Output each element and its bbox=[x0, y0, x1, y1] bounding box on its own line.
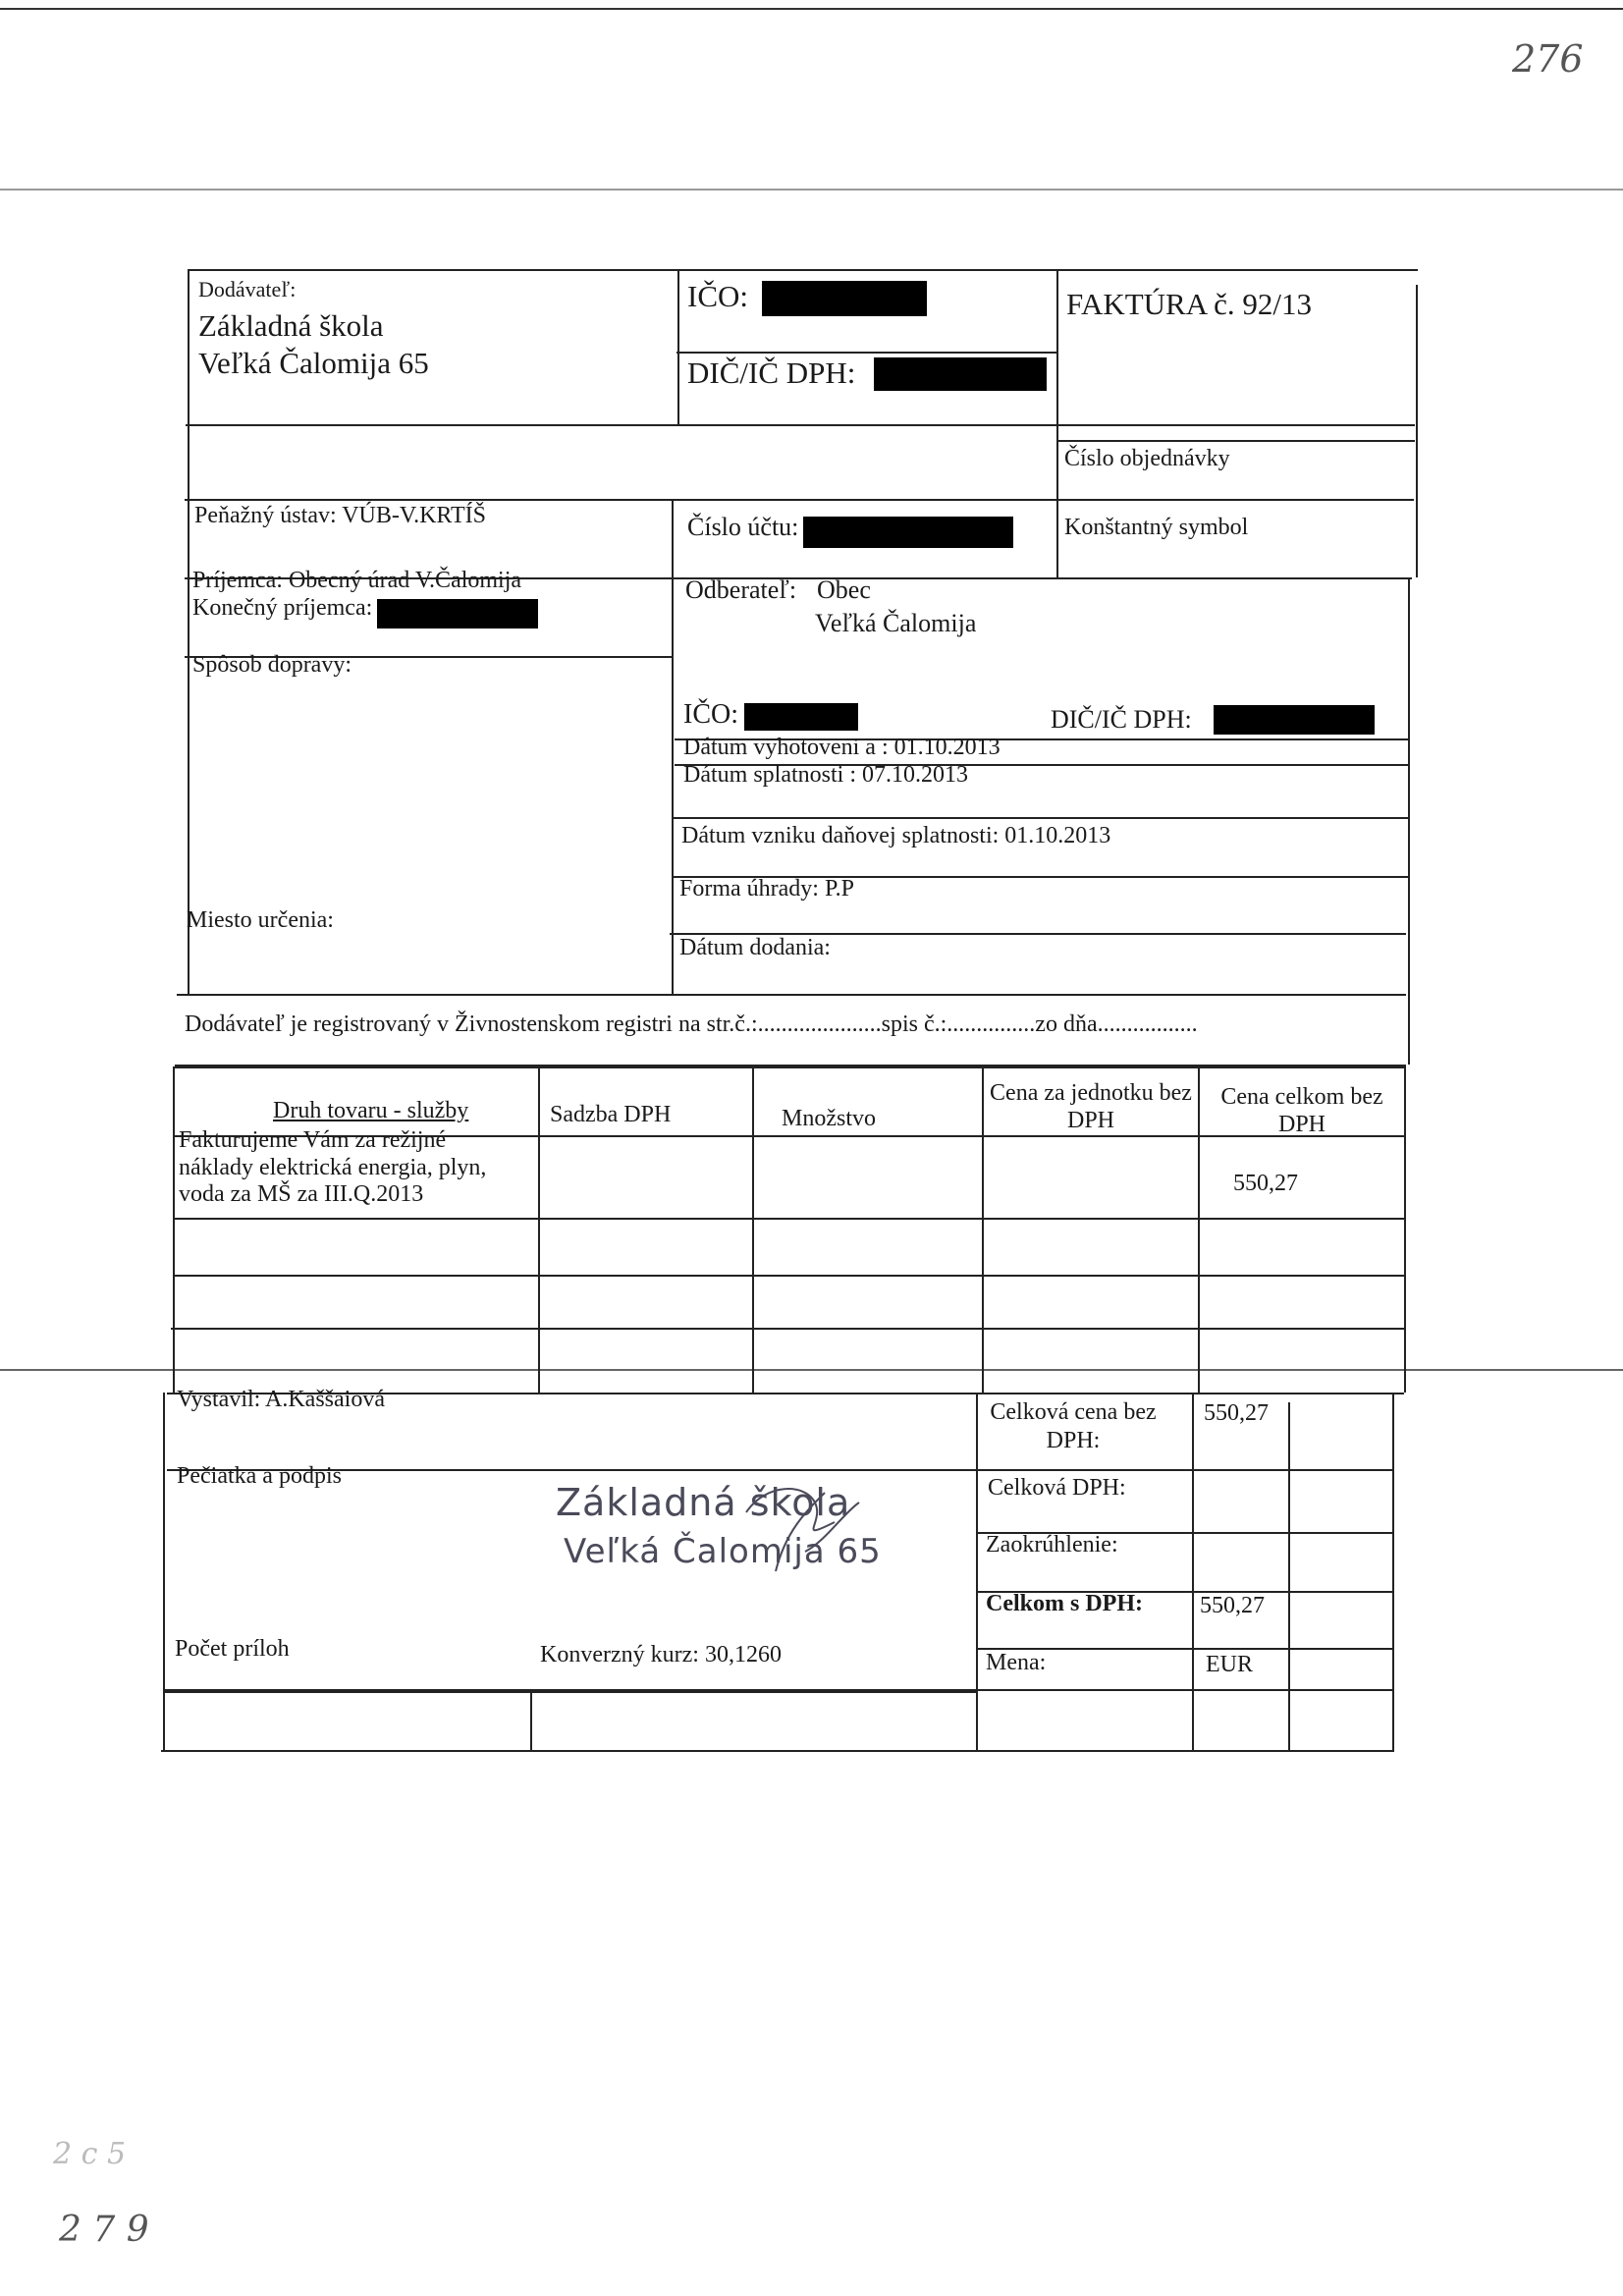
customer-name: Obec bbox=[817, 575, 871, 604]
delivery-date-label: Dátum dodania: bbox=[679, 935, 831, 960]
customer-town: Veľká Čalomija bbox=[815, 609, 977, 637]
payment-form: Forma úhrady: P.P bbox=[679, 876, 855, 902]
redacted-customer-dic bbox=[1214, 705, 1375, 735]
supplier-dic-label: DIČ/IČ DPH: bbox=[687, 355, 856, 390]
order-number-label: Číslo objednávky bbox=[1064, 446, 1230, 471]
scan-fold-line bbox=[0, 189, 1623, 191]
total-gross-label: Celkom s DPH: bbox=[986, 1591, 1143, 1616]
bank-label: Peňažný ústav: VÚB-V.KRTÍŠ bbox=[194, 503, 486, 528]
item-total: 550,27 bbox=[1233, 1171, 1298, 1196]
rounding-label: Zaokrúhlenie: bbox=[986, 1532, 1118, 1558]
constant-symbol-label: Konštantný symbol bbox=[1064, 515, 1249, 540]
header-vat-rate: Sadzba DPH bbox=[550, 1102, 672, 1127]
currency-label: Mena: bbox=[986, 1650, 1047, 1675]
header-unit-price: Cena za jednotku bez DPH bbox=[990, 1080, 1192, 1133]
stamp-signature-label: Pečiatka a podpis bbox=[177, 1463, 342, 1489]
redacted-supplier-ico bbox=[762, 281, 927, 316]
header-quantity: Množstvo bbox=[782, 1106, 876, 1131]
total-net-value: 550,27 bbox=[1204, 1400, 1269, 1426]
due-date: Dátum splatnosti : 07.10.2013 bbox=[683, 762, 968, 788]
handwritten-mark-2: 2 7 9 bbox=[59, 2210, 149, 2250]
redacted-customer-ico bbox=[744, 703, 858, 731]
redacted-account-number bbox=[803, 517, 1013, 548]
account-label: Číslo účtu: bbox=[687, 513, 799, 541]
conversion-rate: Konverzný kurz: 30,1260 bbox=[540, 1642, 782, 1667]
issue-date: Dátum vyhotoveni a : 01.10.2013 bbox=[683, 735, 1001, 760]
item-description: Fakturujeme Vám za režijné náklady elektrická energia, plyn, voda za MŠ za III.Q.2013 bbox=[179, 1127, 487, 1208]
stamp-line-1: Základná škola bbox=[556, 1481, 851, 1524]
total-vat-label: Celková DPH: bbox=[988, 1475, 1126, 1501]
issued-by: Vystavil: A.Kaššaiová bbox=[177, 1387, 385, 1412]
total-net-label: Celková cena bez DPH: bbox=[990, 1399, 1157, 1453]
supplier-name: Základná škola bbox=[198, 308, 384, 343]
transport-label: Spôsob dopravy: bbox=[192, 652, 352, 678]
tax-date: Dátum vzniku daňovej splatnosti: 01.10.2013 bbox=[681, 823, 1111, 848]
registry-note: Dodávateľ je registrovaný v Živnostenskom registri na str.č.:.....................spis č.:...............zo dňa................. bbox=[185, 1011, 1198, 1037]
supplier-ico-label: IČO: bbox=[687, 279, 748, 313]
header-goods-services: Druh tovaru - služby bbox=[273, 1098, 469, 1123]
recipient-label: Príjemca: Obecný úrad V.Čalomija bbox=[192, 568, 522, 593]
customer-ico-label: IČO: bbox=[683, 699, 738, 730]
supplier-address: Veľká Čalomija 65 bbox=[198, 346, 429, 380]
invoice-title: FAKTÚRA č. 92/13 bbox=[1066, 287, 1313, 321]
currency-value: EUR bbox=[1206, 1652, 1253, 1677]
attachments-label: Počet príloh bbox=[175, 1636, 290, 1662]
supplier-label: Dodávateľ: bbox=[198, 277, 297, 301]
redacted-supplier-dic bbox=[874, 357, 1047, 391]
final-recipient-label: Konečný príjemca: bbox=[192, 595, 373, 621]
total-gross-value: 550,27 bbox=[1200, 1593, 1265, 1618]
header-total-price: Cena celkom bez DPH bbox=[1220, 1084, 1383, 1137]
customer-dic-label: DIČ/IČ DPH: bbox=[1051, 705, 1192, 734]
scan-top-edge bbox=[0, 8, 1623, 10]
handwritten-mark-1: 2 c 5 bbox=[53, 2137, 127, 2171]
handwritten-signature bbox=[687, 1473, 874, 1581]
customer-label: Odberateľ: bbox=[685, 575, 797, 604]
redacted-final-recipient bbox=[377, 599, 538, 629]
page-number-handwritten: 276 bbox=[1512, 37, 1584, 81]
stamp-line-2: Veľká Čalomija 65 bbox=[564, 1532, 882, 1571]
destination-label: Miesto určenia: bbox=[187, 907, 334, 933]
